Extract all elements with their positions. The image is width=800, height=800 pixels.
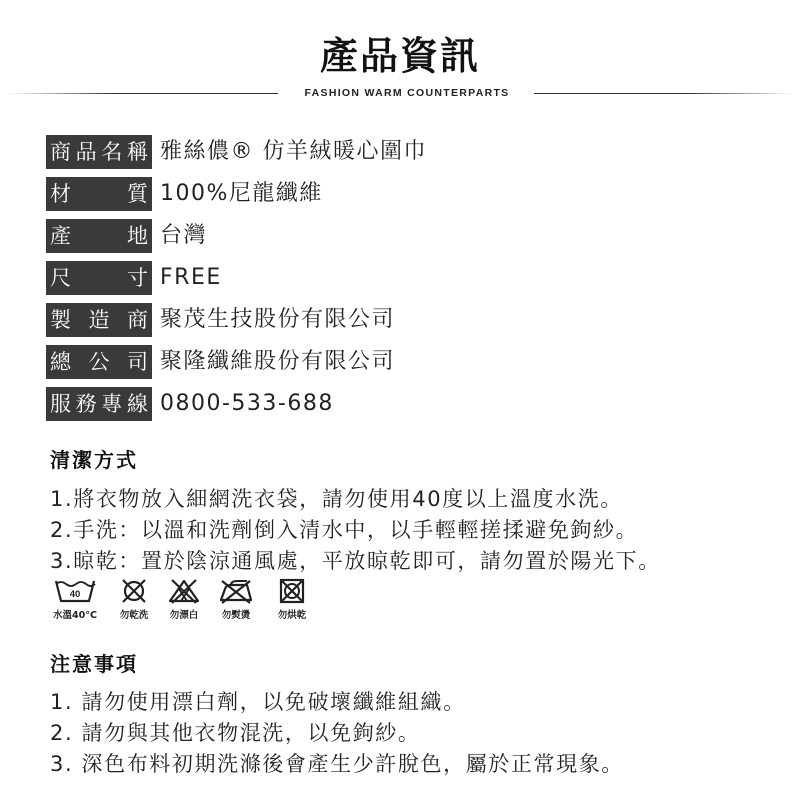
spec-row-manufacturer xyxy=(46,303,766,337)
note-line: 3. 深色布料初期洗滌後會產生少許脫色，屬於正常現象。 xyxy=(50,752,624,776)
label-char: 線 xyxy=(126,392,148,416)
spec-value: 台灣 xyxy=(160,223,208,248)
notes-list xyxy=(50,687,790,780)
label-char: 產 xyxy=(50,224,71,248)
label-char: 公 xyxy=(88,350,110,374)
spec-row-service-line xyxy=(46,387,766,421)
spec-label xyxy=(46,387,152,421)
label-char: 司 xyxy=(127,350,148,374)
label-char: 專 xyxy=(101,392,123,416)
label-char: 寸 xyxy=(127,266,148,290)
no-tumble-dry-icon xyxy=(120,578,148,604)
care-line: 3.晾乾：置於陰涼通風處，平放晾乾即可，請勿置於陽光下。 xyxy=(50,549,661,573)
label-char: 服 xyxy=(50,392,71,416)
spec-value: FREE xyxy=(160,265,222,290)
label-char: 商 xyxy=(50,140,71,164)
spec-label xyxy=(46,177,152,211)
spec-value: 雅絲儂® 仿羊絨暖心圍巾 xyxy=(160,139,427,164)
care-line: 1.將衣物放入細網洗衣袋，請勿使用40度以上溫度水洗。 xyxy=(50,487,623,511)
care-section-title: 清潔方式 xyxy=(50,448,138,472)
icon-caption: 勿烘乾 xyxy=(277,610,307,621)
spec-value: 100%尼龍纖維 xyxy=(160,181,323,206)
wash-40-icon xyxy=(54,578,96,604)
label-char: 品 xyxy=(75,140,97,164)
icon-caption: 勿乾洗 xyxy=(119,610,149,621)
label-char: 總 xyxy=(50,350,71,374)
page-subtitle: FASHION WARM COUNTERPARTS xyxy=(304,87,510,99)
no-iron-icon-group xyxy=(212,578,260,622)
care-line: 2.手洗：以溫和洗劑倒入清水中，以手輕輕搓揉避免鉤紗。 xyxy=(50,518,639,542)
label-char: 尺 xyxy=(50,266,71,290)
spec-label xyxy=(46,135,152,169)
spec-value: 聚茂生技股份有限公司 xyxy=(160,307,396,332)
spec-label xyxy=(46,219,152,253)
note-line: 2. 請勿與其他衣物混洗，以免鉤紗。 xyxy=(50,721,421,745)
label-char: 材 xyxy=(50,182,71,206)
spec-value: 0800-533-688 xyxy=(160,391,334,416)
no-dryer-icon xyxy=(277,578,307,604)
icon-caption: 水溫40°C xyxy=(53,610,97,621)
divider-right xyxy=(534,93,794,94)
label-char: 名 xyxy=(101,140,123,164)
icon-caption: 勿熨燙 xyxy=(221,610,251,621)
label-char: 務 xyxy=(75,392,97,416)
label-char: 地 xyxy=(127,224,148,248)
wash-40-icon-group xyxy=(48,578,102,622)
no-bleach-icon xyxy=(167,578,201,604)
spec-label xyxy=(46,261,152,295)
wash-temperature-number: 40 xyxy=(69,589,81,600)
subtitle-row xyxy=(0,86,800,100)
note-line: 1. 請勿使用漂白劑，以免破壞纖維組織。 xyxy=(50,690,466,714)
label-char: 製 xyxy=(50,308,71,332)
page-title: 產品資訊 xyxy=(319,34,480,78)
label-char: 質 xyxy=(127,182,148,206)
spec-row-origin xyxy=(46,219,766,253)
icon-caption: 勿漂白 xyxy=(169,610,199,621)
spec-row-size xyxy=(46,261,766,295)
label-char: 造 xyxy=(88,308,110,332)
no-dryer-icon-group xyxy=(270,578,314,622)
no-tumble-dry-icon-group xyxy=(112,578,156,622)
spec-row-material xyxy=(46,177,766,211)
spec-row-product-name xyxy=(46,135,766,169)
notes-section-title: 注意事項 xyxy=(50,652,138,676)
no-iron-icon xyxy=(217,578,255,604)
spec-row-headquarters xyxy=(46,345,766,379)
label-char: 稱 xyxy=(126,140,148,164)
no-bleach-icon-group xyxy=(162,578,206,622)
spec-label xyxy=(46,345,152,379)
divider-left xyxy=(6,93,278,94)
spec-value: 聚隆纖維股份有限公司 xyxy=(160,349,396,374)
label-char: 商 xyxy=(127,308,148,332)
care-instructions xyxy=(50,484,790,577)
spec-table xyxy=(46,135,766,429)
spec-label xyxy=(46,303,152,337)
